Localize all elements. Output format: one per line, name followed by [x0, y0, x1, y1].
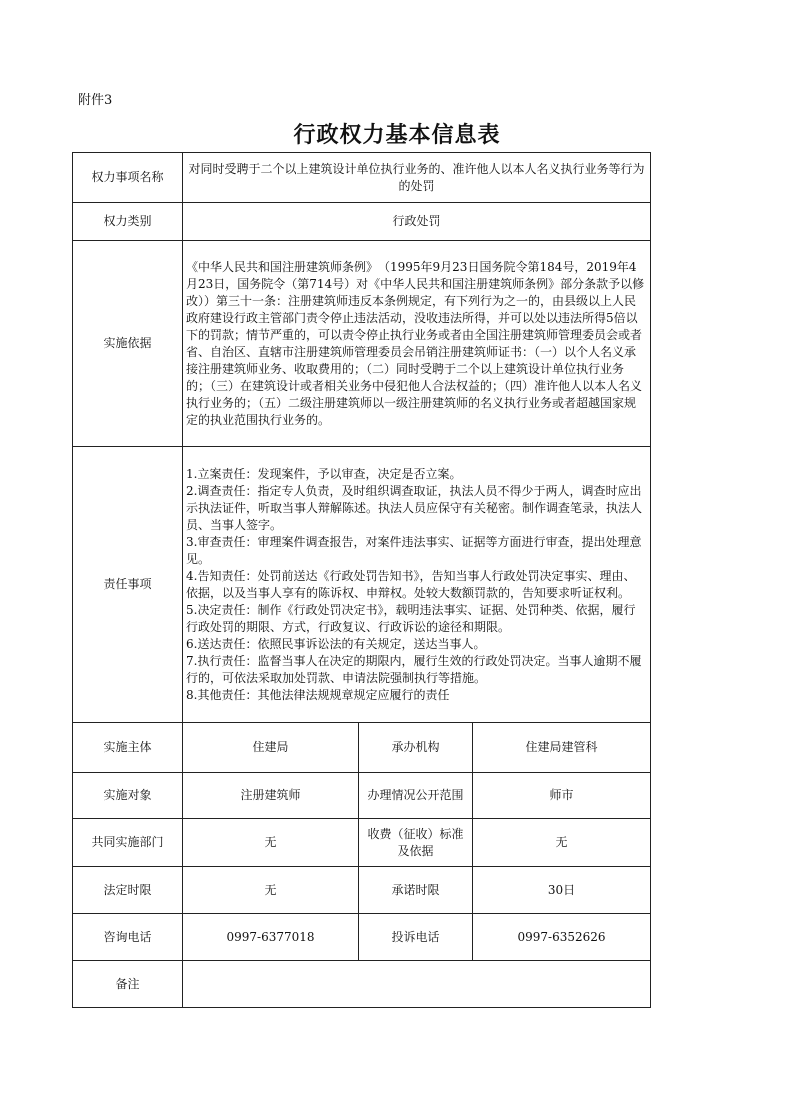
fee-standard-label: 收费（征收）标准及依据 — [359, 819, 473, 867]
responsibility-item: 4.告知责任：处罚前送达《行政处罚告知书》，告知当事人行政处罚决定事实、理由、依据，以及当事人享有的陈诉权、申辩权。处较大数额罚款的，告知要求听证权利。 — [186, 568, 636, 600]
disclosure-scope-value: 师市 — [473, 773, 651, 819]
handling-agency-value: 住建局建管科 — [473, 723, 651, 773]
responsibilities-label: 责任事项 — [73, 447, 183, 723]
promised-limit-label: 承诺时限 — [359, 867, 473, 914]
basis-label: 实施依据 — [73, 241, 183, 447]
attachment-label: 附件3 — [78, 93, 113, 108]
promised-limit-value: 30日 — [473, 867, 651, 914]
row-responsibilities — [73, 447, 651, 723]
complaint-phone-label: 投诉电话 — [359, 914, 473, 961]
disclosure-scope-label: 办理情况公开范围 — [359, 773, 473, 819]
responsibility-item: 7.执行责任：监督当事人在决定的期限内，履行生效的行政处罚决定。当事人逾期不履行的，可依法采取加处罚款、申请法院强制执行等措施。 — [186, 653, 642, 685]
responsibility-item: 8.其他责任：其他法律法规规章规定应履行的责任 — [186, 687, 450, 702]
row-remarks — [73, 961, 651, 1008]
basis-value: 《中华人民共和国注册建筑师条例》 （1995年9月23日国务院令第184号，2019年4月23日，国务院令（第714号）对《中华人民共和国注册建筑师条例》部分条款予以修改））第三十一条：注册建筑师违反本条例规定，有下列行为之一的，由县级以上人民政府建设行政主管部门责令停止违法活动，没收违法所得，并可以处以违法所得5倍以下的罚款；情节严重的，可以责令停止执行业务或者由全国注册建筑师管理委员会或者省、自治区、直辖市注册建筑师管理委员会吊销注册建筑师证书：（一）以个人名义承接注册建筑师业务、收取费用的；（二）同时受聘于二个以上建筑设计单位执行业务的；（三）在建筑设计或者相关业务中侵犯他人合法权益的；（四）准许他人以本人名义执行业务的；（五）二级注册建筑师以一级注册建筑师的名义执行业务或者超越国家规定的执业范围执行业务的。 — [183, 241, 651, 447]
row-subject — [73, 723, 651, 773]
complaint-phone-value: 0997-6352626 — [473, 914, 651, 961]
power-category-label: 权力类别 — [73, 203, 183, 241]
responsibilities-list — [183, 447, 651, 723]
handling-agency-label: 承办机构 — [359, 723, 473, 773]
power-name-value: 对同时受聘于二个以上建筑设计单位执行业务的、准许他人以本人名义执行业务等行为的处罚 — [183, 153, 651, 203]
target-label: 实施对象 — [73, 773, 183, 819]
target-value: 注册建筑师 — [183, 773, 359, 819]
row-phone — [73, 914, 651, 961]
consult-phone-value: 0997-6377018 — [183, 914, 359, 961]
row-basis — [73, 241, 651, 447]
row-target — [73, 773, 651, 819]
fee-standard-value: 无 — [473, 819, 651, 867]
info-table — [72, 152, 651, 1008]
subject-label: 实施主体 — [73, 723, 183, 773]
responsibility-item: 3.审查责任：审理案件调查报告，对案件违法事实、证据等方面进行审查，提出处理意见。 — [186, 534, 642, 566]
subject-value: 住建局 — [183, 723, 359, 773]
row-joint — [73, 819, 651, 867]
row-power-category — [73, 203, 651, 241]
remarks-label: 备注 — [73, 961, 183, 1008]
joint-department-value: 无 — [183, 819, 359, 867]
responsibility-item: 5.决定责任：制作《行政处罚决定书》，载明违法事实、证据、处罚种类、依据，履行行政处罚的期限、方式，行政复议、行政诉讼的途径和期限。 — [186, 602, 636, 634]
responsibility-item: 1.立案责任：发现案件，予以审查，决定是否立案。 — [186, 466, 462, 481]
statutory-limit-value: 无 — [183, 867, 359, 914]
power-name-label: 权力事项名称 — [73, 153, 183, 203]
row-power-name — [73, 153, 651, 203]
row-time-limit — [73, 867, 651, 914]
consult-phone-label: 咨询电话 — [73, 914, 183, 961]
power-category-value: 行政处罚 — [183, 203, 651, 241]
statutory-limit-label: 法定时限 — [73, 867, 183, 914]
responsibility-item: 2.调查责任：指定专人负责，及时组织调查取证，执法人员不得少于两人，调查时应出示执法证件，听取当事人辩解陈述。执法人员应保守有关秘密。制作调查笔录，执法人员、当事人签字。 — [186, 483, 643, 532]
remarks-value — [183, 961, 651, 1008]
responsibility-item: 6.送达责任：依照民事诉讼法的有关规定，送达当事人。 — [186, 636, 486, 651]
joint-department-label: 共同实施部门 — [73, 819, 183, 867]
page-title: 行政权力基本信息表 — [293, 122, 501, 148]
